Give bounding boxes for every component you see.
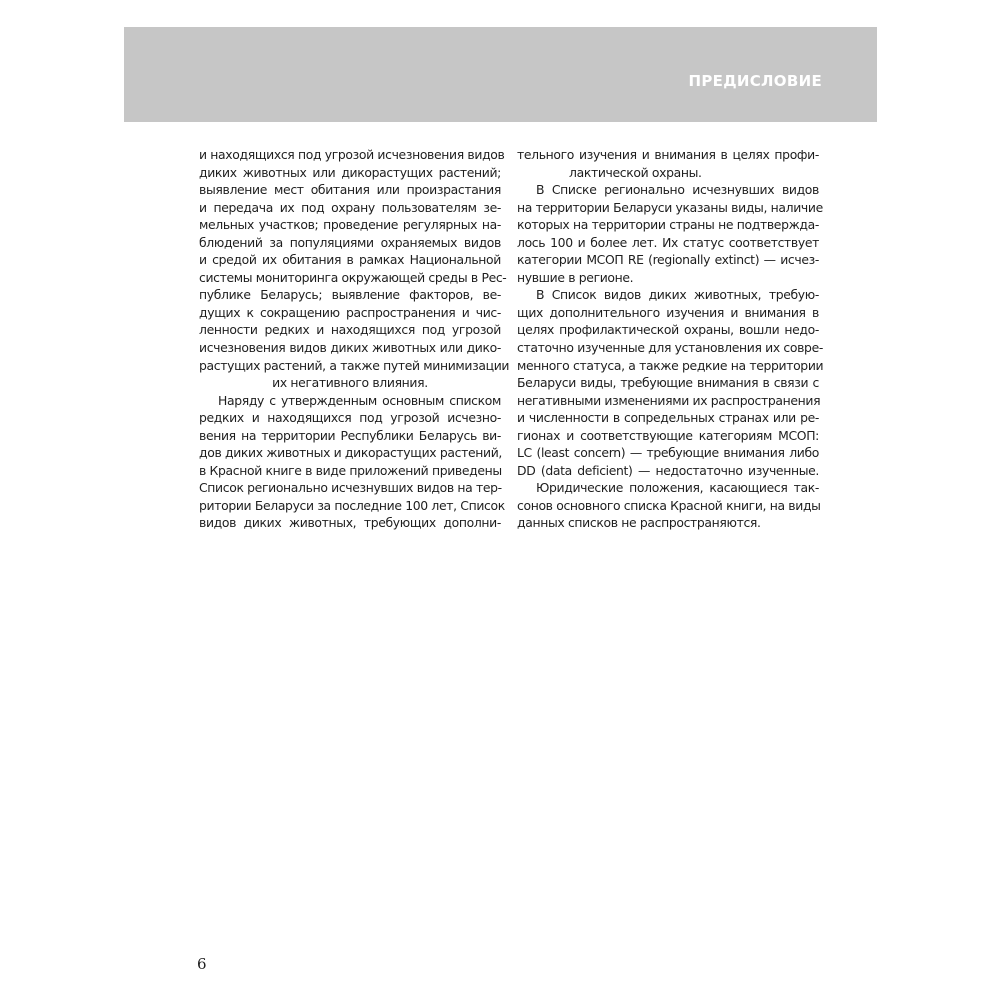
header-band [124,27,877,122]
paragraph-start-line: В Списке регионально исчезнувших видов [536,182,819,198]
text-line: исчезновения видов диких животных или дико- [199,340,501,356]
text-line: и передача их под охрану пользователям зе- [199,199,501,215]
text-line: редких и находящихся под угрозой исчезно- [199,410,501,426]
text-line: мельных участков; проведение регулярных на- [199,217,501,233]
text-line: Беларуси виды, требующие внимания в связи с [517,375,819,391]
text-line: ритории Беларуси за последние 100 лет, Список [199,497,505,513]
text-line: их негативного влияния. [272,375,428,391]
text-line: дущих к сокращению распространения и чис- [199,304,501,320]
text-line: лось 100 и более лет. Их статус соответствует [517,234,819,250]
text-line: ленности редких и находящихся под угрозой [199,322,501,338]
text-line: нувшие в регионе. [517,269,634,285]
text-line: DD (data deficient) — недостаточно изученные. [517,462,819,478]
text-line: менного статуса, а также редкие на территории [517,357,824,373]
text-line: и средой их обитания в рамках Национальной [199,252,501,268]
text-line: Список регионально исчезнувших видов на тер- [199,480,502,496]
text-line: диких животных или дикорастущих растений; [199,164,501,180]
page-number: 6 [197,955,207,973]
text-line: и численности в сопредельных странах или ре- [517,410,819,426]
text-line: сонов основного списка Красной книги, на виды [517,497,821,513]
text-line: на территории Беларуси указаны виды, наличие [517,199,823,215]
text-line: данных списков не распространяются. [517,515,761,531]
text-line: лактической охраны. [569,164,702,180]
text-line: дов диких животных и дикорастущих растений, [199,445,502,461]
text-line: негативными изменениями их распространения [517,392,821,408]
text-line: в Красной книге в виде приложений приведены [199,462,502,478]
text-line: растущих растений, а также путей минимизации [199,357,510,373]
section-title: ПРЕДИСЛОВИЕ [688,72,822,90]
text-line: видов диких животных, требующих дополни- [199,515,501,531]
text-line: публике Беларусь; выявление факторов, ве- [199,287,501,303]
text-line: гионах и соответствующие категориям МСОП: [517,427,819,443]
text-line: категории МСОП RE (regionally extinct) — исчез- [517,252,819,268]
text-line: блюдений за популяциями охраняемых видов [199,234,501,250]
text-line: LC (least concern) — требующие внимания либо [517,445,819,461]
text-line: вения на территории Республики Беларусь ви- [199,427,501,443]
text-line: и находящихся под угрозой исчезновения видов [199,147,505,162]
text-line: щих дополнительного изучения и внимания в [517,304,819,320]
text-line: выявление мест обитания или произрастания [199,182,501,198]
paragraph-start-line: Наряду с утвержденным основным списком [218,392,501,408]
text-column-right [517,146,824,532]
text-line: статочно изученные для установления их совре- [517,340,823,356]
paragraph-start-line: Юридические положения, касающиеся так- [536,480,819,496]
text-column-left [199,146,510,532]
paragraph-start-line: В Список видов диких животных, требую- [536,287,819,303]
text-line: тельного изучения и внимания в целях профи- [517,147,819,162]
text-line: целях профилактической охраны, вошли недо- [517,322,819,338]
text-line: системы мониторинга окружающей среды в Рес- [199,269,507,285]
text-line: которых на территории страны не подтвержда- [517,217,819,233]
